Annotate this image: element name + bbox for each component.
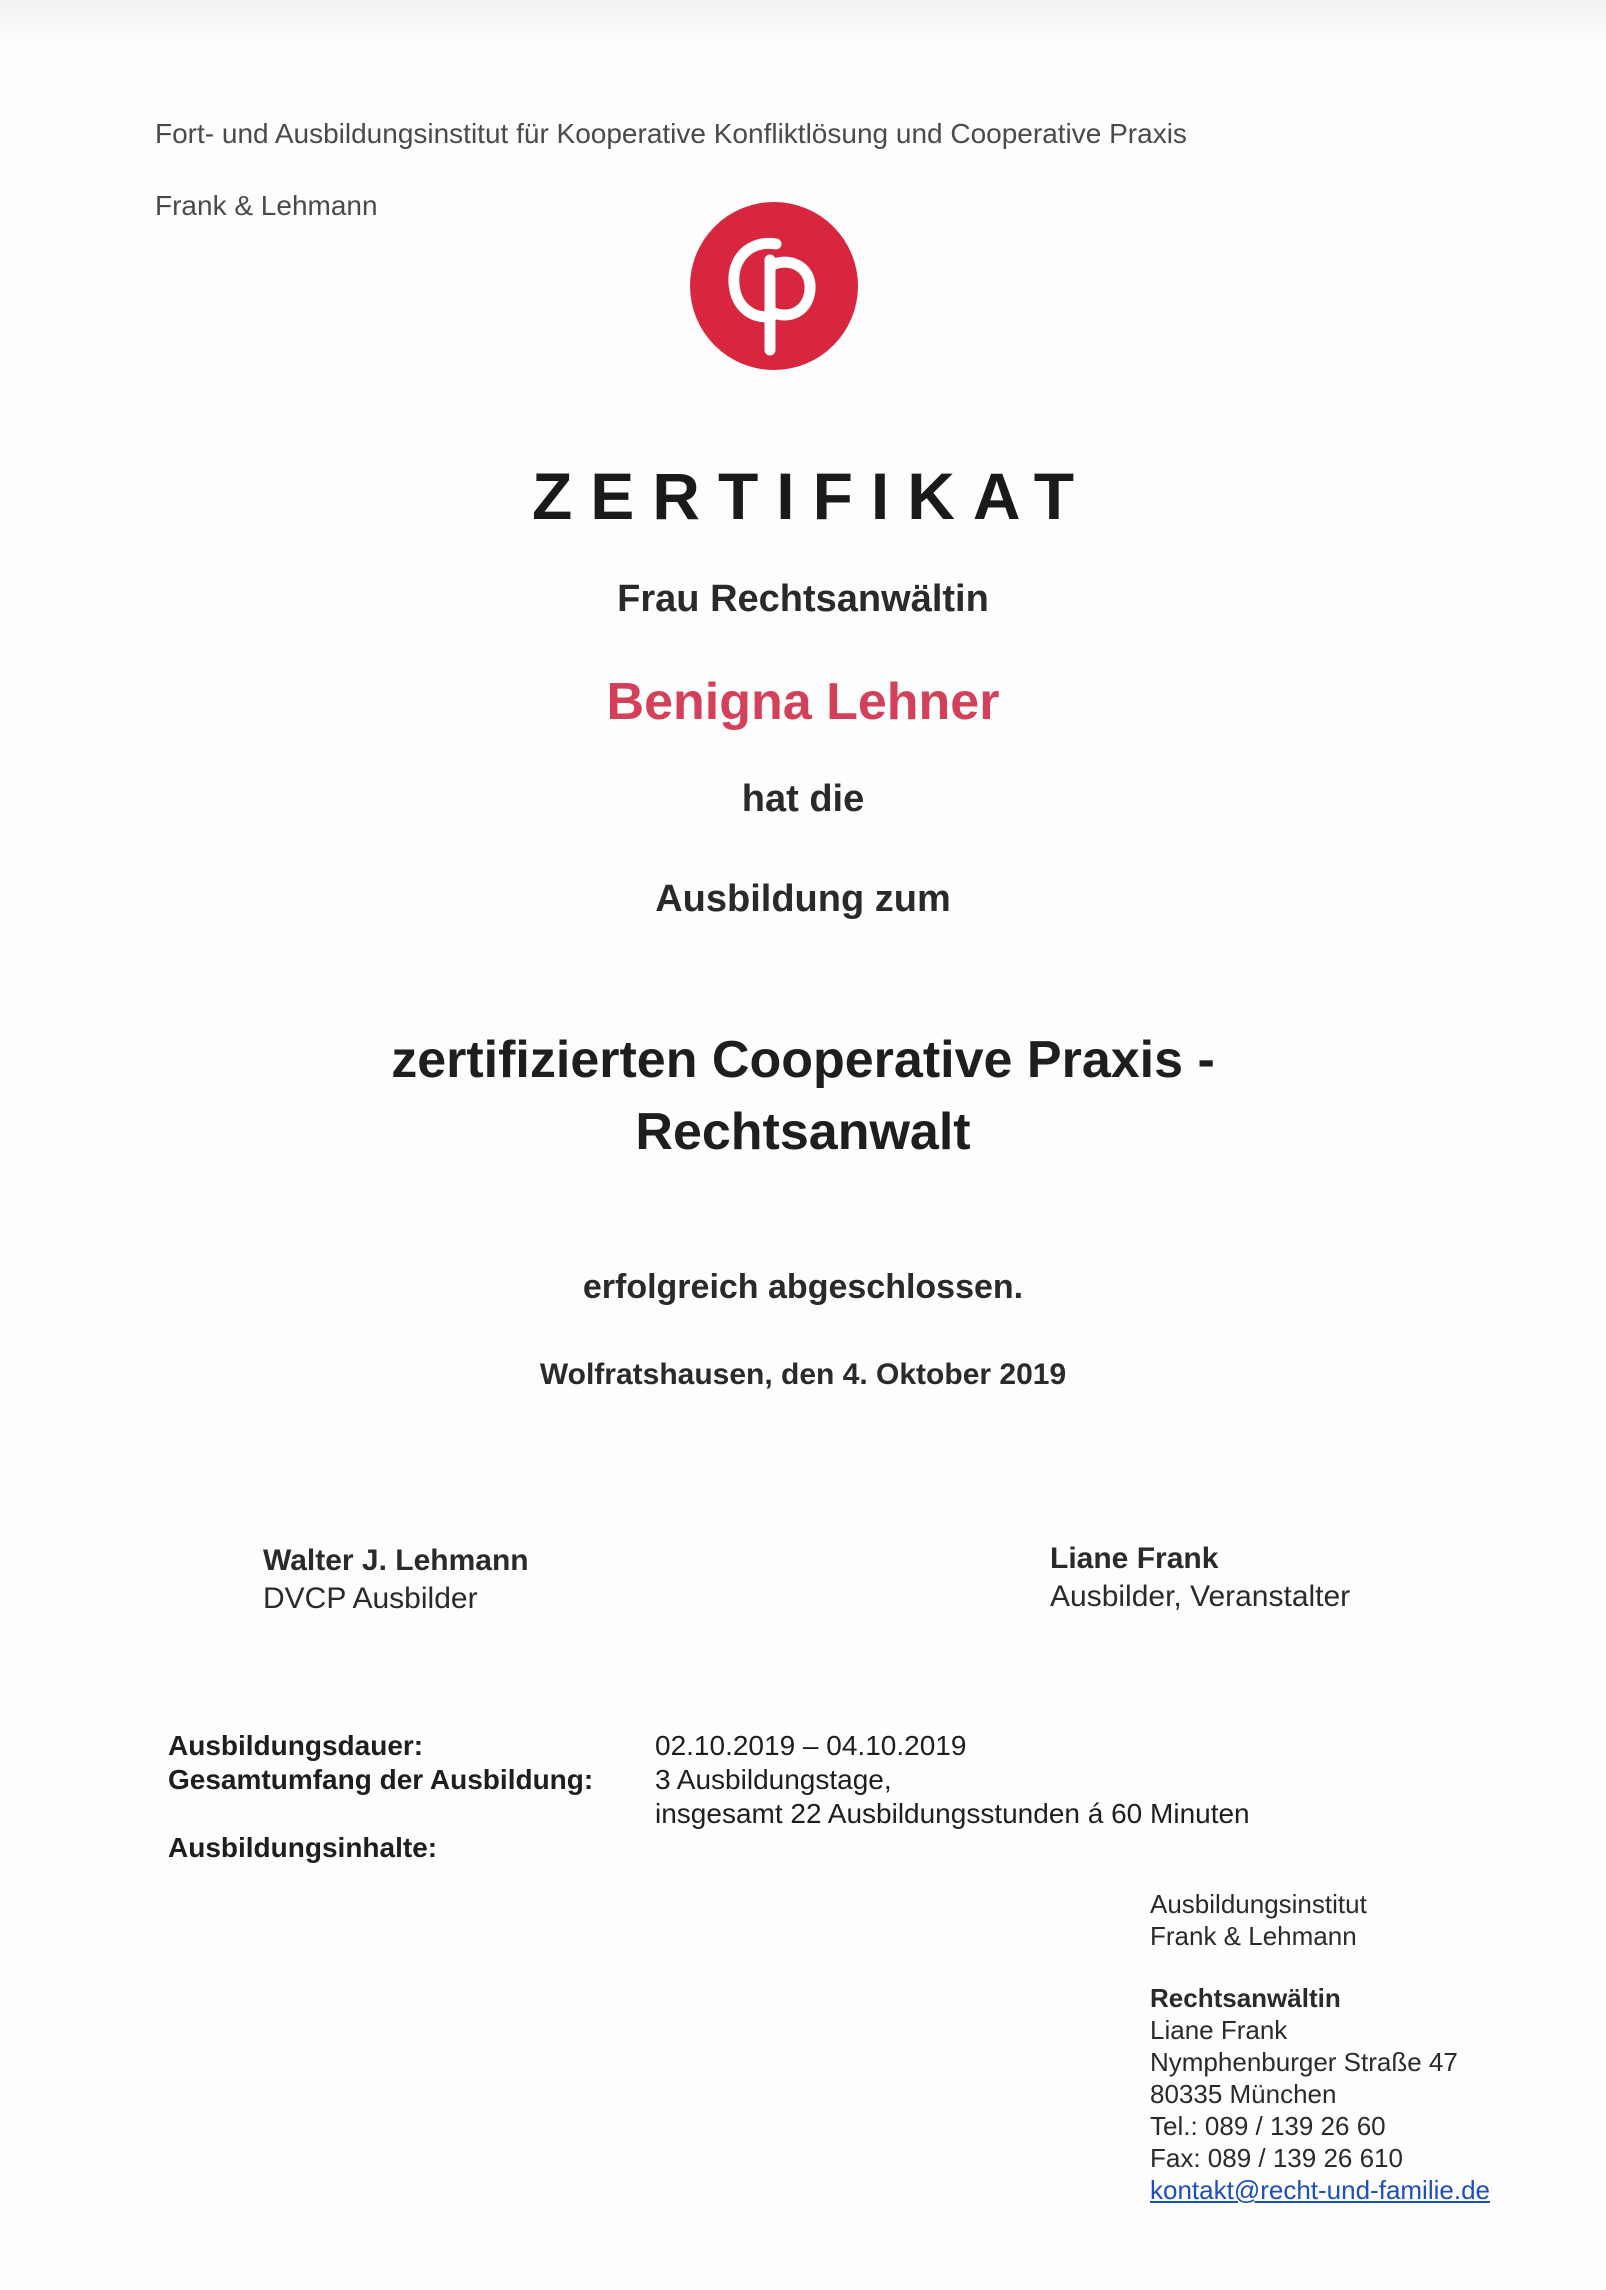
duration-label: Ausbildungsdauer: bbox=[168, 1730, 424, 1761]
address-name: Liane Frank bbox=[1150, 2015, 1288, 2045]
text-hat-die: hat die bbox=[741, 778, 865, 820]
qualification-line-1: zertifizierten Cooperative Praxis - bbox=[391, 1031, 1215, 1089]
text-ausbildung-zum: Ausbildung zum bbox=[655, 878, 951, 920]
signer-left bbox=[263, 1544, 529, 1616]
salutation: Frau Rechtsanwältin bbox=[617, 578, 989, 620]
firm-name: Frank & Lehmann bbox=[155, 190, 378, 221]
address-street: Nymphenburger Straße 47 bbox=[1150, 2047, 1458, 2077]
scope-value-1: 3 Ausbildungstage, bbox=[655, 1764, 892, 1795]
address-fax: Fax: 089 / 139 26 610 bbox=[1150, 2143, 1403, 2173]
signer-name: Walter J. Lehmann bbox=[263, 1544, 529, 1577]
address-city: 80335 München bbox=[1150, 2079, 1337, 2109]
signer-role: Ausbilder, Veranstalter bbox=[1050, 1580, 1351, 1613]
signer-right bbox=[1050, 1542, 1350, 1614]
signer-name: Liane Frank bbox=[1050, 1542, 1219, 1575]
scan-edge bbox=[0, 0, 1606, 40]
certificate-title: ZERTIFIKAT bbox=[531, 459, 1093, 533]
institute-name: Fort- und Ausbildungsinstitut für Kooperative Konfliktlösung und Cooperative Praxis bbox=[155, 118, 1187, 149]
address-block bbox=[1150, 1888, 1490, 2206]
address-title: Rechtsanwältin bbox=[1150, 1983, 1341, 2013]
duration-value: 02.10.2019 – 04.10.2019 bbox=[655, 1730, 967, 1761]
address-institute-1: Ausbildungsinstitut bbox=[1150, 1889, 1367, 1919]
recipient-name: Benigna Lehner bbox=[606, 673, 1000, 731]
cp-logo-icon bbox=[688, 200, 860, 372]
address-tel: Tel.: 089 / 139 26 60 bbox=[1150, 2111, 1386, 2141]
address-institute-2: Frank & Lehmann bbox=[1150, 1921, 1357, 1951]
scope-value-2: insgesamt 22 Ausbildungsstunden á 60 Minuten bbox=[655, 1798, 1250, 1829]
place-date: Wolfratshausen, den 4. Oktober 2019 bbox=[539, 1358, 1067, 1391]
address-spacer bbox=[1150, 1952, 1490, 1982]
qualification-line-2: Rechtsanwalt bbox=[635, 1103, 971, 1161]
contents-label: Ausbildungsinhalte: bbox=[168, 1832, 438, 1863]
scope-label: Gesamtumfang der Ausbildung: bbox=[168, 1764, 594, 1795]
email-link[interactable]: kontakt@recht-und-familie.de bbox=[1150, 2175, 1490, 2205]
signer-role: DVCP Ausbilder bbox=[263, 1582, 478, 1615]
completed-text: erfolgreich abgeschlossen. bbox=[582, 1268, 1024, 1306]
